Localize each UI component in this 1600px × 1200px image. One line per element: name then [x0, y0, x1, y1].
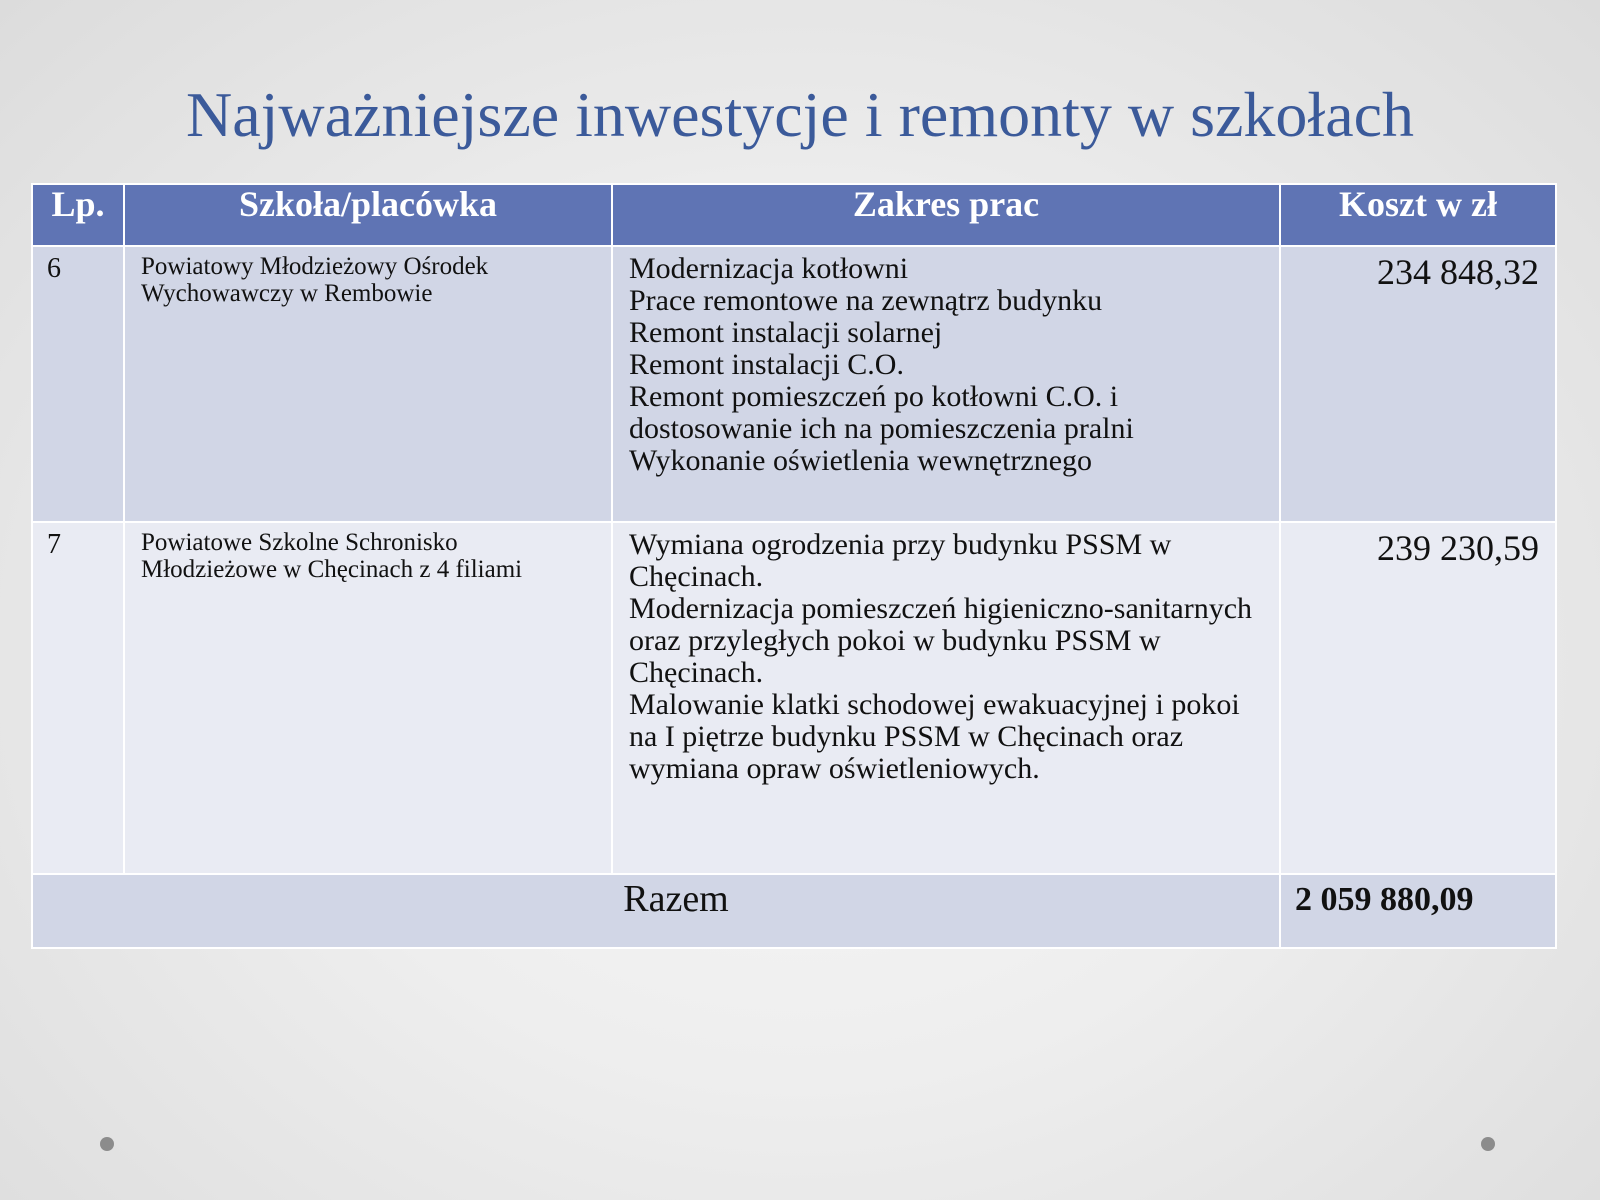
header-scope: Zakres prac	[612, 184, 1280, 246]
scope-item: Remont instalacji solarnej	[629, 316, 943, 349]
scope-item: Modernizacja kotłowni	[629, 252, 909, 285]
scope-item: Malowanie klatki schodowej ewakuacyjnej i pokoi na I piętrze budynku PSSM w Chęcinach oraz wymiana opraw oświetleniowych.	[629, 688, 1240, 785]
cell-lp: 7	[32, 522, 124, 874]
scope-item: Wymiana ogrodzenia przy budynku PSSM w Chęcinach.	[629, 528, 1172, 593]
footer-dot-left	[100, 1137, 114, 1151]
table-header-row	[32, 184, 1556, 246]
header-lp: Lp.	[32, 184, 124, 246]
cell-scope	[612, 246, 1280, 522]
total-value: 2 059 880,09	[1280, 874, 1556, 948]
total-label: Razem	[623, 878, 729, 920]
header-school: Szkoła/placówka	[124, 184, 612, 246]
cell-school: Powiatowe Szkolne Schronisko Młodzieżowe w Chęcinach z 4 filiami	[124, 522, 612, 874]
scope-item: Prace remontowe na zewnątrz budynku	[629, 284, 1103, 317]
scope-item: Remont instalacji C.O.	[629, 348, 904, 381]
investments-table	[31, 183, 1557, 949]
total-label-cell	[32, 874, 1280, 948]
cell-cost: 234 848,32	[1280, 246, 1556, 522]
table-row	[32, 522, 1556, 874]
cell-lp: 6	[32, 246, 124, 522]
slide-title: Najważniejsze inwestycje i remonty w szkołach	[186, 79, 1414, 150]
table-row	[32, 246, 1556, 522]
total-row	[32, 874, 1556, 948]
scope-item: Remont pomieszczeń po kotłowni C.O. i dostosowanie ich na pomieszczenia pralni	[629, 380, 1134, 445]
cell-scope	[612, 522, 1280, 874]
header-cost: Koszt w zł	[1280, 184, 1556, 246]
cell-school: Powiatowy Młodzieżowy Ośrodek Wychowawczy w Rembowie	[124, 246, 612, 522]
footer-dot-right	[1481, 1137, 1495, 1151]
scope-item: Modernizacja pomieszczeń higieniczno-sanitarnych oraz przyległych pokoi w budynku PSSM w Chęcinach.	[629, 592, 1253, 689]
cell-cost: 239 230,59	[1280, 522, 1556, 874]
scope-item: Wykonanie oświetlenia wewnętrznego	[629, 444, 1093, 477]
